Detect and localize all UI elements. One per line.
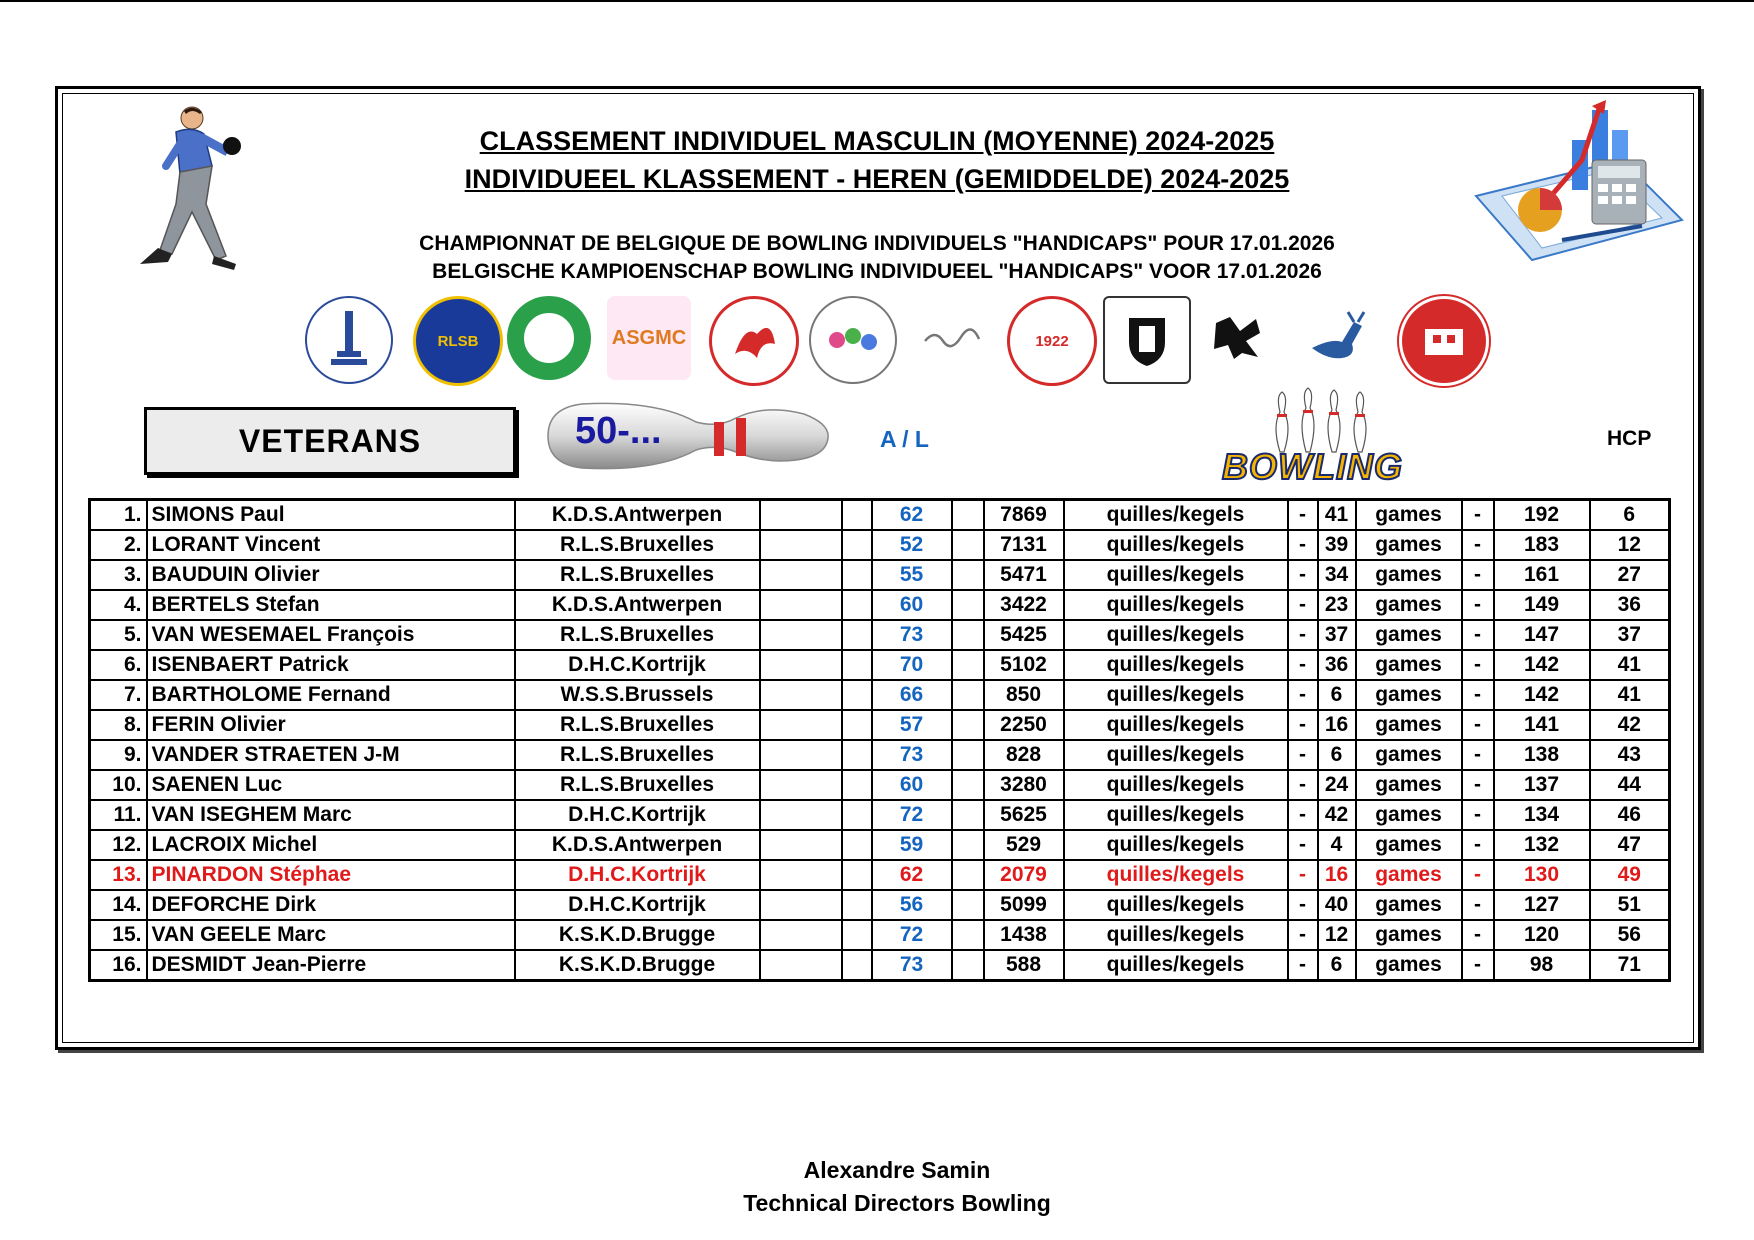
games-count-cell: 16 — [1318, 860, 1356, 890]
pins-cell: 2250 — [984, 710, 1064, 740]
unit-cell: quilles/kegels — [1064, 950, 1288, 981]
games-label-cell: games — [1356, 530, 1462, 560]
club-cell: K.S.K.D.Brugge — [515, 920, 760, 950]
unit-cell: quilles/kegels — [1064, 620, 1288, 650]
table-row — [90, 830, 1670, 860]
rank-cell: 12. — [90, 830, 147, 860]
empty-cell — [760, 590, 842, 620]
games-label-cell: games — [1356, 890, 1462, 920]
rank-cell: 9. — [90, 740, 147, 770]
games-label-cell: games — [1356, 800, 1462, 830]
club-cell: R.L.S.Bruxelles — [515, 710, 760, 740]
rank-cell: 8. — [90, 710, 147, 740]
pins-cell: 588 — [984, 950, 1064, 981]
al-cell: 70 — [872, 650, 952, 680]
rank-cell: 10. — [90, 770, 147, 800]
games-label-cell: games — [1356, 770, 1462, 800]
hcp-cell: 27 — [1590, 560, 1670, 590]
unit-cell: quilles/kegels — [1064, 740, 1288, 770]
player-name-cell: VAN ISEGHEM Marc — [147, 800, 515, 830]
unit-cell: quilles/kegels — [1064, 800, 1288, 830]
club-cell: R.L.S.Bruxelles — [515, 740, 760, 770]
empty-cell — [842, 530, 872, 560]
table-row — [90, 500, 1670, 531]
dash-cell: - — [1462, 650, 1494, 680]
club-cell: R.L.S.Bruxelles — [515, 770, 760, 800]
table-row — [90, 950, 1670, 981]
games-count-cell: 6 — [1318, 740, 1356, 770]
club-logo-rlsb-icon: RLSB — [413, 296, 503, 386]
average-cell: 127 — [1494, 890, 1590, 920]
dash-cell: - — [1462, 890, 1494, 920]
empty-cell — [760, 680, 842, 710]
player-name-cell: DEFORCHE Dirk — [147, 890, 515, 920]
dash-cell: - — [1288, 860, 1318, 890]
dash-cell: - — [1288, 680, 1318, 710]
empty-cell — [842, 860, 872, 890]
rank-cell: 14. — [90, 890, 147, 920]
club-cell: D.H.C.Kortrijk — [515, 860, 760, 890]
games-label-cell: games — [1356, 920, 1462, 950]
category-box: VETERANS — [144, 407, 516, 475]
empty-cell — [952, 740, 984, 770]
table-row — [90, 710, 1670, 740]
empty-cell — [842, 680, 872, 710]
empty-cell — [952, 590, 984, 620]
table-row — [90, 800, 1670, 830]
al-cell: 60 — [872, 590, 952, 620]
club-logo-asgmc-icon: ASGMC — [607, 296, 691, 380]
average-cell: 142 — [1494, 650, 1590, 680]
rank-cell: 11. — [90, 800, 147, 830]
hcp-header: HCP — [1607, 427, 1652, 450]
hcp-cell: 42 — [1590, 710, 1670, 740]
al-cell: 60 — [872, 770, 952, 800]
empty-cell — [952, 890, 984, 920]
empty-cell — [842, 620, 872, 650]
player-name-cell: LACROIX Michel — [147, 830, 515, 860]
games-label-cell: games — [1356, 680, 1462, 710]
rank-cell: 2. — [90, 530, 147, 560]
club-logos-row — [295, 296, 1515, 386]
club-cell: K.D.S.Antwerpen — [515, 830, 760, 860]
average-cell: 149 — [1494, 590, 1590, 620]
empty-cell — [952, 950, 984, 981]
al-cell: 73 — [872, 950, 952, 981]
table-row — [90, 770, 1670, 800]
dash-cell: - — [1462, 770, 1494, 800]
al-cell: 55 — [872, 560, 952, 590]
player-name-cell: BARTHOLOME Fernand — [147, 680, 515, 710]
average-cell: 138 — [1494, 740, 1590, 770]
empty-cell — [760, 560, 842, 590]
unit-cell: quilles/kegels — [1064, 590, 1288, 620]
al-cell: 56 — [872, 890, 952, 920]
table-row — [90, 920, 1670, 950]
table-row — [90, 530, 1670, 560]
empty-cell — [952, 830, 984, 860]
rank-cell: 5. — [90, 620, 147, 650]
ranking-table — [88, 498, 1671, 982]
dash-cell: - — [1288, 500, 1318, 531]
dash-cell: - — [1288, 710, 1318, 740]
hcp-cell: 56 — [1590, 920, 1670, 950]
player-name-cell: LORANT Vincent — [147, 530, 515, 560]
unit-cell: quilles/kegels — [1064, 920, 1288, 950]
games-label-cell: games — [1356, 740, 1462, 770]
empty-cell — [842, 950, 872, 981]
signature-role: Technical Directors Bowling — [743, 1190, 1051, 1216]
al-cell: 62 — [872, 500, 952, 531]
table-row — [90, 890, 1670, 920]
pins-cell: 3422 — [984, 590, 1064, 620]
player-name-cell: VANDER STRAETEN J-M — [147, 740, 515, 770]
dash-cell: - — [1462, 620, 1494, 650]
unit-cell: quilles/kegels — [1064, 680, 1288, 710]
hcp-cell: 44 — [1590, 770, 1670, 800]
subtitle-fr: CHAMPIONNAT DE BELGIQUE DE BOWLING INDIVIDUELS "HANDICAPS" POUR 17.01.2026 — [419, 232, 1335, 255]
hcp-cell: 36 — [1590, 590, 1670, 620]
signature-name: Alexandre Samin — [803, 1157, 991, 1183]
empty-cell — [952, 800, 984, 830]
pins-cell: 7869 — [984, 500, 1064, 531]
games-label-cell: games — [1356, 560, 1462, 590]
player-name-cell: PINARDON Stéphae — [147, 860, 515, 890]
dash-cell: - — [1462, 740, 1494, 770]
average-cell: 141 — [1494, 710, 1590, 740]
club-cell: R.L.S.Bruxelles — [515, 620, 760, 650]
hcp-cell: 6 — [1590, 500, 1670, 531]
hcp-cell: 51 — [1590, 890, 1670, 920]
average-cell: 147 — [1494, 620, 1590, 650]
empty-cell — [952, 500, 984, 531]
pins-cell: 2079 — [984, 860, 1064, 890]
empty-cell — [842, 890, 872, 920]
table-row — [90, 560, 1670, 590]
dash-cell: - — [1462, 590, 1494, 620]
dash-cell: - — [1288, 890, 1318, 920]
club-cell: D.H.C.Kortrijk — [515, 890, 760, 920]
average-cell: 137 — [1494, 770, 1590, 800]
pins-cell: 5425 — [984, 620, 1064, 650]
club-logo-dragon-icon — [709, 296, 799, 386]
empty-cell — [842, 800, 872, 830]
dash-cell: - — [1462, 920, 1494, 950]
table-row — [90, 680, 1670, 710]
games-count-cell: 39 — [1318, 530, 1356, 560]
dash-cell: - — [1288, 530, 1318, 560]
club-cell: W.S.S.Brussels — [515, 680, 760, 710]
games-count-cell: 23 — [1318, 590, 1356, 620]
games-label-cell: games — [1356, 500, 1462, 531]
age-range-label: 50-... — [575, 410, 662, 452]
club-logo-green-icon — [507, 296, 591, 380]
al-cell: 73 — [872, 740, 952, 770]
hcp-cell: 47 — [1590, 830, 1670, 860]
empty-cell — [952, 710, 984, 740]
empty-cell — [952, 620, 984, 650]
dash-cell: - — [1462, 530, 1494, 560]
empty-cell — [760, 530, 842, 560]
title-nl: INDIVIDUEEL KLASSEMENT - HEREN (GEMIDDELDE) 2024-2025 — [464, 164, 1290, 194]
empty-cell — [760, 800, 842, 830]
average-cell: 132 — [1494, 830, 1590, 860]
games-label-cell: games — [1356, 950, 1462, 981]
rank-cell: 13. — [90, 860, 147, 890]
club-logo-mark-icon — [1195, 296, 1279, 380]
empty-cell — [952, 650, 984, 680]
games-count-cell: 4 — [1318, 830, 1356, 860]
table-row — [90, 590, 1670, 620]
table-row — [90, 650, 1670, 680]
dash-cell: - — [1288, 800, 1318, 830]
empty-cell — [952, 680, 984, 710]
empty-cell — [842, 770, 872, 800]
empty-cell — [842, 500, 872, 531]
pins-cell: 828 — [984, 740, 1064, 770]
player-name-cell: BAUDUIN Olivier — [147, 560, 515, 590]
empty-cell — [760, 890, 842, 920]
club-cell: K.S.K.D.Brugge — [515, 950, 760, 981]
dash-cell: - — [1288, 560, 1318, 590]
games-count-cell: 36 — [1318, 650, 1356, 680]
top-rule — [0, 0, 1754, 2]
empty-cell — [952, 770, 984, 800]
empty-cell — [760, 710, 842, 740]
average-cell: 142 — [1494, 680, 1590, 710]
rank-cell: 6. — [90, 650, 147, 680]
al-cell: 66 — [872, 680, 952, 710]
empty-cell — [842, 920, 872, 950]
dash-cell: - — [1288, 740, 1318, 770]
unit-cell: quilles/kegels — [1064, 860, 1288, 890]
games-count-cell: 16 — [1318, 710, 1356, 740]
table-row — [90, 620, 1670, 650]
dash-cell: - — [1462, 710, 1494, 740]
empty-cell — [952, 560, 984, 590]
player-name-cell: ISENBAERT Patrick — [147, 650, 515, 680]
empty-cell — [952, 530, 984, 560]
table-row — [90, 860, 1670, 890]
hcp-cell: 43 — [1590, 740, 1670, 770]
unit-cell: quilles/kegels — [1064, 770, 1288, 800]
dash-cell: - — [1288, 620, 1318, 650]
empty-cell — [842, 560, 872, 590]
club-logo-1922-icon: 1922 — [1007, 296, 1097, 386]
player-name-cell: SAENEN Luc — [147, 770, 515, 800]
empty-cell — [842, 830, 872, 860]
average-cell: 183 — [1494, 530, 1590, 560]
al-cell: 62 — [872, 860, 952, 890]
empty-cell — [760, 770, 842, 800]
empty-cell — [760, 830, 842, 860]
games-count-cell: 41 — [1318, 500, 1356, 531]
hcp-cell: 12 — [1590, 530, 1670, 560]
hcp-cell: 71 — [1590, 950, 1670, 981]
games-count-cell: 6 — [1318, 680, 1356, 710]
club-logo-rusl-icon — [305, 296, 393, 384]
hcp-cell: 46 — [1590, 800, 1670, 830]
games-label-cell: games — [1356, 710, 1462, 740]
table-row — [90, 740, 1670, 770]
dash-cell: - — [1288, 950, 1318, 981]
player-name-cell: BERTELS Stefan — [147, 590, 515, 620]
pins-cell: 1438 — [984, 920, 1064, 950]
empty-cell — [760, 620, 842, 650]
dash-cell: - — [1462, 680, 1494, 710]
unit-cell: quilles/kegels — [1064, 560, 1288, 590]
ranking-table-body — [90, 500, 1670, 981]
rank-cell: 16. — [90, 950, 147, 981]
dash-cell: - — [1462, 830, 1494, 860]
games-count-cell: 40 — [1318, 890, 1356, 920]
empty-cell — [842, 650, 872, 680]
average-cell: 98 — [1494, 950, 1590, 981]
al-cell: 52 — [872, 530, 952, 560]
club-logo-script-icon — [909, 296, 993, 380]
subtitle-nl: BELGISCHE KAMPIOENSCHAP BOWLING INDIVIDUEEL "HANDICAPS" VOOR 17.01.2026 — [432, 260, 1322, 283]
pins-cell: 529 — [984, 830, 1064, 860]
player-name-cell: FERIN Olivier — [147, 710, 515, 740]
hcp-cell: 41 — [1590, 680, 1670, 710]
rank-cell: 4. — [90, 590, 147, 620]
empty-cell — [760, 500, 842, 531]
unit-cell: quilles/kegels — [1064, 890, 1288, 920]
rank-cell: 3. — [90, 560, 147, 590]
unit-cell: quilles/kegels — [1064, 710, 1288, 740]
rank-cell: 15. — [90, 920, 147, 950]
pins-cell: 5471 — [984, 560, 1064, 590]
average-cell: 134 — [1494, 800, 1590, 830]
games-label-cell: games — [1356, 620, 1462, 650]
average-cell: 192 — [1494, 500, 1590, 531]
dash-cell: - — [1462, 950, 1494, 981]
hcp-cell: 49 — [1590, 860, 1670, 890]
player-name-cell: DESMIDT Jean-Pierre — [147, 950, 515, 981]
unit-cell: quilles/kegels — [1064, 830, 1288, 860]
player-name-cell: VAN GEELE Marc — [147, 920, 515, 950]
average-cell: 161 — [1494, 560, 1590, 590]
dash-cell: - — [1288, 770, 1318, 800]
club-cell: D.H.C.Kortrijk — [515, 650, 760, 680]
al-cell: 72 — [872, 800, 952, 830]
games-count-cell: 42 — [1318, 800, 1356, 830]
rank-cell: 1. — [90, 500, 147, 531]
dash-cell: - — [1462, 860, 1494, 890]
pins-cell: 5625 — [984, 800, 1064, 830]
rank-cell: 7. — [90, 680, 147, 710]
empty-cell — [760, 860, 842, 890]
pins-cell: 850 — [984, 680, 1064, 710]
average-cell: 120 — [1494, 920, 1590, 950]
empty-cell — [842, 710, 872, 740]
games-count-cell: 12 — [1318, 920, 1356, 950]
dash-cell: - — [1288, 650, 1318, 680]
empty-cell — [842, 740, 872, 770]
club-cell: R.L.S.Bruxelles — [515, 560, 760, 590]
games-label-cell: games — [1356, 590, 1462, 620]
pins-cell: 5102 — [984, 650, 1064, 680]
empty-cell — [952, 860, 984, 890]
dash-cell: - — [1462, 800, 1494, 830]
pins-cell: 5099 — [984, 890, 1064, 920]
bowling-logo-text: BOWLING — [1222, 446, 1403, 487]
pins-cell: 7131 — [984, 530, 1064, 560]
games-label-cell: games — [1356, 860, 1462, 890]
pins-cell: 3280 — [984, 770, 1064, 800]
club-cell: K.D.S.Antwerpen — [515, 500, 760, 531]
club-logo-cssnamur-icon — [809, 296, 897, 384]
dash-cell: - — [1462, 560, 1494, 590]
empty-cell — [760, 740, 842, 770]
empty-cell — [760, 650, 842, 680]
club-cell: K.D.S.Antwerpen — [515, 590, 760, 620]
games-label-cell: games — [1356, 830, 1462, 860]
al-cell: 72 — [872, 920, 952, 950]
club-logo-red-icon — [1399, 296, 1489, 386]
empty-cell — [760, 920, 842, 950]
dash-cell: - — [1288, 920, 1318, 950]
dash-cell: - — [1288, 590, 1318, 620]
player-name-cell: SIMONS Paul — [147, 500, 515, 531]
title-fr: CLASSEMENT INDIVIDUEL MASCULIN (MOYENNE) 2024-2025 — [479, 126, 1275, 156]
dash-cell: - — [1462, 500, 1494, 531]
al-cell: 59 — [872, 830, 952, 860]
al-label: A / L — [880, 426, 929, 452]
games-count-cell: 37 — [1318, 620, 1356, 650]
al-cell: 57 — [872, 710, 952, 740]
empty-cell — [760, 950, 842, 981]
club-cell: R.L.S.Bruxelles — [515, 530, 760, 560]
hcp-cell: 37 — [1590, 620, 1670, 650]
unit-cell: quilles/kegels — [1064, 650, 1288, 680]
average-cell: 130 — [1494, 860, 1590, 890]
empty-cell — [952, 920, 984, 950]
games-label-cell: games — [1356, 650, 1462, 680]
games-count-cell: 34 — [1318, 560, 1356, 590]
club-cell: D.H.C.Kortrijk — [515, 800, 760, 830]
club-logo-deer-icon — [1295, 296, 1379, 380]
unit-cell: quilles/kegels — [1064, 530, 1288, 560]
empty-cell — [842, 590, 872, 620]
unit-cell: quilles/kegels — [1064, 500, 1288, 531]
games-count-cell: 24 — [1318, 770, 1356, 800]
club-logo-crest-icon — [1103, 296, 1191, 384]
dash-cell: - — [1288, 830, 1318, 860]
games-count-cell: 6 — [1318, 950, 1356, 981]
al-cell: 73 — [872, 620, 952, 650]
player-name-cell: VAN WESEMAEL François — [147, 620, 515, 650]
hcp-cell: 41 — [1590, 650, 1670, 680]
